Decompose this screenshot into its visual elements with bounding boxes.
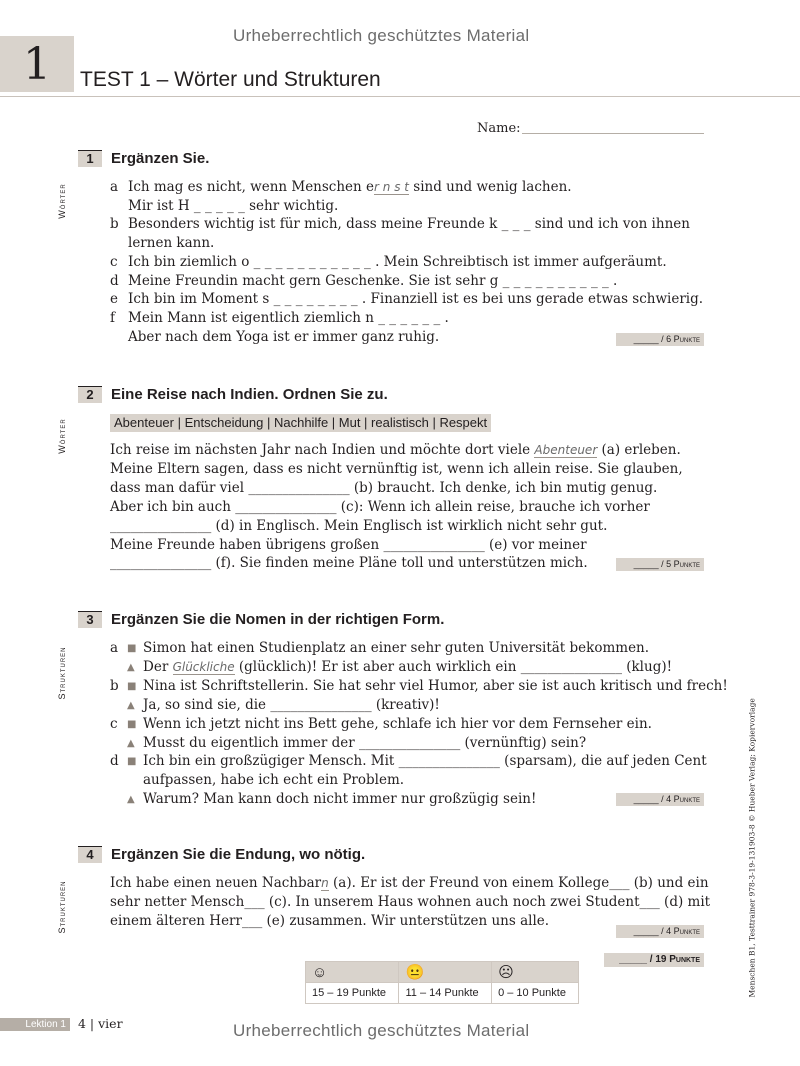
line-text: lernen kann.	[128, 235, 215, 252]
exercise-3-label: c	[110, 715, 118, 732]
exercise-3-line	[143, 791, 536, 807]
exercise-1-line	[128, 198, 338, 214]
section-4-points: _____ / 4 Punkte	[616, 925, 704, 938]
score-table	[305, 961, 579, 1004]
square-bullet-icon: ■	[127, 718, 137, 730]
line-text: Aber ich bin auch _______________ (c): Wenn ich allein reise, brauche ich vorher	[110, 498, 650, 515]
line-text: Ich bin ein großzügiger Mensch. Mit _______________ (sparsam), die auf jeden Cent	[143, 753, 707, 770]
square-bullet-icon: ■	[127, 756, 137, 768]
handwritten-answer[interactable]: n	[321, 876, 329, 890]
exercise-3-line	[143, 735, 586, 751]
copyright-watermark-top: Urheberrechtlich geschütztes Material	[233, 26, 530, 45]
line-text: Meine Eltern sagen, dass es nicht vernünftig ist, wenn ich allein reise. Sie glauben,	[110, 460, 683, 477]
exercise-4-line	[110, 875, 709, 891]
line-text: Meine Freunde haben übrigens großen _______________ (e) vor meiner	[110, 536, 587, 553]
line-text: aufpassen, habe ich echt ein Problem.	[143, 772, 405, 789]
exercise-1-line	[128, 310, 449, 326]
section-4-number: 4	[78, 846, 102, 863]
exercise-3-label: d	[110, 753, 119, 770]
sidebar-label-strukturen-2: Strukturen	[57, 880, 67, 934]
rights-notice	[745, 698, 759, 1000]
exercise-4-line	[110, 913, 549, 929]
exercise-1-line	[128, 254, 667, 270]
exercise-1-label: f	[110, 309, 115, 326]
score-range-mid: 11 – 14 Punkte	[399, 983, 492, 1004]
sad-face-icon: ☹	[492, 962, 579, 983]
footer-lesson: Lektion 1	[0, 1018, 70, 1031]
section-2-points: _____ / 5 Punkte	[616, 558, 704, 571]
lesson-number: 1	[0, 36, 74, 92]
sidebar-label-woerter-2: Wörter	[57, 418, 67, 454]
title-divider	[0, 96, 800, 97]
exercise-3-line	[143, 772, 404, 788]
section-2-title: Eine Reise nach Indien. Ordnen Sie zu.	[111, 386, 388, 403]
line-text: (glücklich)! Er ist aber auch wirklich ein _______________ (klug)!	[234, 658, 673, 675]
score-range-high: 15 – 19 Punkte	[306, 983, 399, 1004]
word-box: Abenteuer | Entscheidung | Nachhilfe | Mut | realistisch | Respekt	[110, 414, 491, 432]
footer-page: 4 | vier	[78, 1016, 123, 1031]
exercise-3-line	[143, 697, 440, 713]
line-text: Ich bin ziemlich o _ _ _ _ _ _ _ _ _ _ _ . Mein Schreibtisch ist immer aufgeräumt.	[128, 253, 667, 270]
line-text: Mein Mann ist eigentlich ziemlich n _ _ _ _ _ _ .	[128, 309, 449, 326]
total-points: _____ / 19 Punkte	[604, 953, 704, 967]
line-text: Ich mag es nicht, wenn Menschen e	[128, 179, 375, 195]
line-text: (a). Er ist der Freund von einem Kollege___ (b) und ein	[328, 875, 709, 891]
section-4-title: Ergänzen Sie die Endung, wo nötig.	[111, 846, 366, 863]
section-1-number: 1	[78, 150, 102, 167]
exercise-1-line	[128, 329, 439, 345]
exercise-3-line	[143, 716, 652, 732]
exercise-3-line	[143, 659, 672, 675]
rights-text: Menschen B1, Testtrainer 978-3-19-131903-8 © Hueber Verlag; Kopiervorlage	[747, 698, 757, 998]
exercise-1-label: c	[110, 253, 118, 270]
exercise-1-line	[128, 235, 214, 251]
line-text: einem älteren Herr___ (e) zusammen. Wir unterstützen uns alle.	[110, 912, 550, 929]
exercise-1-line	[128, 291, 703, 307]
line-text: Aber nach dem Yoga ist er immer ganz ruhig.	[128, 328, 440, 345]
exercise-3-line	[143, 640, 649, 656]
line-text: Der	[143, 658, 173, 675]
section-3-title: Ergänzen Sie die Nomen in der richtigen Form.	[111, 611, 445, 628]
line-text: sind und wenig lachen.	[408, 179, 572, 195]
name-label: Name:	[477, 121, 521, 136]
exercise-1-line	[128, 179, 572, 195]
line-text: Ja, so sind sie, die _______________ (kreativ)!	[143, 696, 440, 713]
exercise-1-line	[128, 216, 690, 232]
square-bullet-icon: ■	[127, 680, 137, 692]
line-text: Wenn ich jetzt nicht ins Bett gehe, schlafe ich hier vor dem Fernseher ein.	[143, 715, 652, 732]
section-2-number: 2	[78, 386, 102, 403]
exercise-2-line	[110, 555, 588, 571]
line-text: Besonders wichtig ist für mich, dass meine Freunde k _ _ _ sind und ich von ihnen	[128, 216, 690, 233]
line-text: Musst du eigentlich immer der _______________ (vernünftig) sein?	[143, 734, 587, 751]
line-text: Mir ist H _ _ _ _ _ sehr wichtig.	[128, 197, 339, 214]
handwritten-answer[interactable]: Abenteuer	[534, 443, 598, 457]
name-field[interactable]	[522, 133, 704, 134]
line-text: Nina ist Schriftstellerin. Sie hat sehr viel Humor, aber sie ist auch kritisch und frech!	[143, 677, 728, 694]
line-text: (a) erleben.	[597, 442, 681, 458]
line-text: dass man dafür viel _______________ (b) braucht. Ich denke, ich bin mutig genug.	[110, 479, 658, 496]
exercise-2-line	[110, 537, 587, 553]
exercise-3-label: a	[110, 640, 119, 656]
exercise-1-label: d	[110, 272, 119, 289]
handwritten-answer[interactable]: Glückliche	[172, 659, 235, 674]
exercise-3-line	[143, 678, 728, 694]
exercise-3-line	[143, 753, 707, 769]
exercise-2-line	[110, 442, 681, 458]
line-text: _______________ (f). Sie finden meine Pläne toll und unterstützen mich.	[110, 555, 588, 572]
sidebar-label-strukturen-1: Strukturen	[57, 646, 67, 700]
square-bullet-icon: ■	[127, 643, 137, 654]
section-1-points: _____ / 6 Punkte	[616, 333, 704, 346]
exercise-1-label: a	[110, 179, 119, 195]
line-text: _______________ (d) in Englisch. Mein Englisch ist wirklich nicht sehr gut.	[110, 517, 608, 534]
line-text: Ich habe einen neuen Nachbar	[110, 875, 322, 891]
exercise-2-line	[110, 480, 657, 496]
line-text: sehr netter Mensch___ (c). In unserem Haus wohnen auch noch zwei Student___ (d) mit	[110, 893, 711, 910]
line-text: Ich bin im Moment s _ _ _ _ _ _ _ _ . Finanziell ist es bei uns gerade etwas schwierig.	[128, 291, 704, 308]
triangle-bullet-icon: ▲	[127, 699, 135, 711]
triangle-bullet-icon: ▲	[127, 661, 135, 673]
exercise-1-label: e	[110, 291, 118, 308]
exercise-4-line	[110, 894, 710, 910]
exercise-1-line	[128, 273, 617, 289]
sidebar-label-woerter-1: Wörter	[57, 183, 67, 219]
section-1-title: Ergänzen Sie.	[111, 150, 210, 167]
section-3-points: _____ / 4 Punkte	[616, 793, 704, 806]
line-text: Ich reise im nächsten Jahr nach Indien und möchte dort viele	[110, 442, 535, 458]
neutral-face-icon: 😐	[399, 962, 492, 983]
triangle-bullet-icon: ▲	[127, 794, 135, 806]
line-text: Simon hat einen Studienplatz an einer sehr guten Universität bekommen.	[143, 640, 650, 656]
copyright-watermark-bottom: Urheberrechtlich geschütztes Material	[233, 1021, 530, 1040]
exercise-1-label: b	[110, 216, 119, 233]
happy-face-icon: ☺	[306, 962, 399, 983]
exercise-2-line	[110, 499, 650, 515]
exercise-2-line	[110, 461, 683, 477]
line-text: Warum? Man kann doch nicht immer nur großzügig sein!	[143, 791, 537, 808]
score-range-low: 0 – 10 Punkte	[492, 983, 579, 1004]
exercise-3-label: b	[110, 677, 119, 694]
triangle-bullet-icon: ▲	[127, 737, 135, 749]
page-title: TEST 1 – Wörter und Strukturen	[80, 68, 381, 91]
exercise-2-line	[110, 518, 607, 534]
section-3-number: 3	[78, 611, 102, 628]
line-text: Meine Freundin macht gern Geschenke. Sie ist sehr g _ _ _ _ _ _ _ _ _ _ .	[128, 272, 618, 289]
handwritten-answer[interactable]: r n s t	[374, 180, 409, 194]
